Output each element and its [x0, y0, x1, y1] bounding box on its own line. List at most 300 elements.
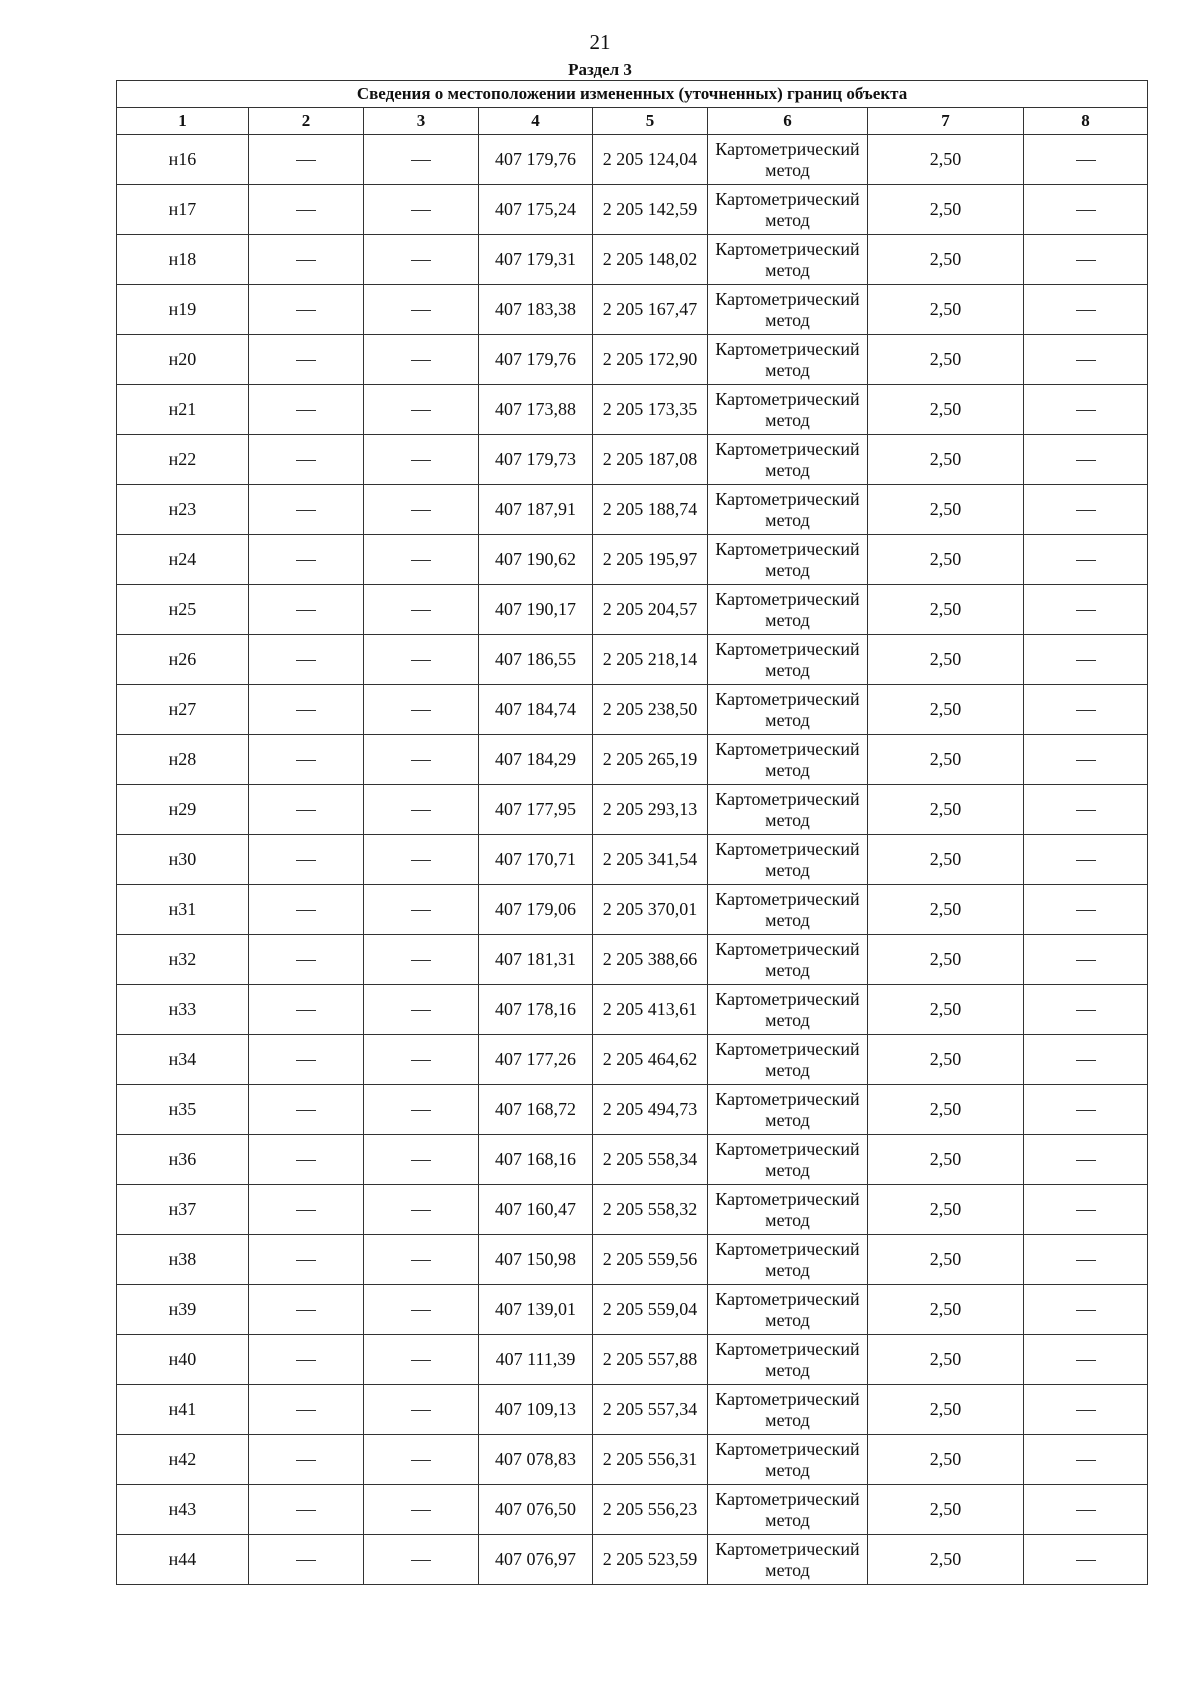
empty-cell — [1024, 635, 1148, 685]
dash-mark — [411, 1260, 431, 1261]
table-row — [117, 785, 1148, 835]
y-coordinate-cell: 2 205 557,34 — [593, 1385, 708, 1435]
point-id-cell: н17 — [117, 185, 249, 235]
dash-mark — [1076, 210, 1096, 211]
dash-mark — [411, 410, 431, 411]
empty-cell — [364, 335, 479, 385]
dash-mark — [411, 860, 431, 861]
dash-mark — [411, 1010, 431, 1011]
empty-cell — [364, 885, 479, 935]
point-id-cell: н40 — [117, 1335, 249, 1385]
empty-cell — [364, 285, 479, 335]
x-coordinate-cell: 407 179,73 — [479, 435, 593, 485]
empty-cell — [364, 1235, 479, 1285]
empty-cell — [364, 485, 479, 535]
dash-mark — [296, 460, 316, 461]
dash-mark — [411, 510, 431, 511]
table-row — [117, 535, 1148, 585]
y-coordinate-cell: 2 205 195,97 — [593, 535, 708, 585]
dash-mark — [411, 1060, 431, 1061]
table-row — [117, 885, 1148, 935]
method-cell: Картометрический метод — [708, 1435, 868, 1485]
y-coordinate-cell: 2 205 464,62 — [593, 1035, 708, 1085]
empty-cell — [249, 1235, 364, 1285]
x-coordinate-cell: 407 179,76 — [479, 335, 593, 385]
empty-cell — [364, 835, 479, 885]
accuracy-cell: 2,50 — [868, 335, 1024, 385]
table-row — [117, 735, 1148, 785]
table-row — [117, 335, 1148, 385]
x-coordinate-cell: 407 181,31 — [479, 935, 593, 985]
dash-mark — [296, 960, 316, 961]
empty-cell — [364, 1385, 479, 1435]
empty-cell — [1024, 585, 1148, 635]
point-id-cell: н32 — [117, 935, 249, 985]
table-row — [117, 1335, 1148, 1385]
point-id-cell: н23 — [117, 485, 249, 535]
empty-cell — [1024, 1185, 1148, 1235]
empty-cell — [1024, 1235, 1148, 1285]
method-cell: Картометрический метод — [708, 835, 868, 885]
x-coordinate-cell: 407 177,26 — [479, 1035, 593, 1085]
point-id-cell: н33 — [117, 985, 249, 1035]
method-cell: Картометрический метод — [708, 485, 868, 535]
empty-cell — [1024, 785, 1148, 835]
dash-mark — [1076, 860, 1096, 861]
x-coordinate-cell: 407 187,91 — [479, 485, 593, 535]
y-coordinate-cell: 2 205 388,66 — [593, 935, 708, 985]
empty-cell — [249, 435, 364, 485]
dash-mark — [411, 1510, 431, 1511]
method-cell: Картометрический метод — [708, 1235, 868, 1285]
y-coordinate-cell: 2 205 173,35 — [593, 385, 708, 435]
empty-cell — [1024, 735, 1148, 785]
dash-mark — [296, 160, 316, 161]
y-coordinate-cell: 2 205 187,08 — [593, 435, 708, 485]
dash-mark — [1076, 560, 1096, 561]
accuracy-cell: 2,50 — [868, 685, 1024, 735]
accuracy-cell: 2,50 — [868, 1035, 1024, 1085]
accuracy-cell: 2,50 — [868, 785, 1024, 835]
method-cell: Картометрический метод — [708, 1485, 868, 1535]
empty-cell — [249, 335, 364, 385]
x-coordinate-cell: 407 178,16 — [479, 985, 593, 1035]
dash-mark — [296, 660, 316, 661]
empty-cell — [364, 385, 479, 435]
dash-mark — [1076, 1260, 1096, 1261]
column-number: 1 — [117, 108, 249, 135]
dash-mark — [1076, 1310, 1096, 1311]
empty-cell — [1024, 1435, 1148, 1485]
point-id-cell: н25 — [117, 585, 249, 635]
dash-mark — [1076, 960, 1096, 961]
accuracy-cell: 2,50 — [868, 285, 1024, 335]
dash-mark — [296, 760, 316, 761]
dash-mark — [1076, 360, 1096, 361]
column-number-row — [117, 108, 1148, 135]
point-id-cell: н28 — [117, 735, 249, 785]
accuracy-cell: 2,50 — [868, 1135, 1024, 1185]
x-coordinate-cell: 407 076,97 — [479, 1535, 593, 1585]
method-cell: Картометрический метод — [708, 885, 868, 935]
dash-mark — [296, 410, 316, 411]
y-coordinate-cell: 2 205 370,01 — [593, 885, 708, 935]
dash-mark — [1076, 1160, 1096, 1161]
point-id-cell: н19 — [117, 285, 249, 335]
accuracy-cell: 2,50 — [868, 1185, 1024, 1235]
table-row — [117, 985, 1148, 1035]
empty-cell — [1024, 535, 1148, 585]
dash-mark — [296, 1310, 316, 1311]
dash-mark — [1076, 410, 1096, 411]
empty-cell — [364, 935, 479, 985]
dash-mark — [296, 1060, 316, 1061]
column-number: 3 — [364, 108, 479, 135]
empty-cell — [1024, 1085, 1148, 1135]
dash-mark — [411, 260, 431, 261]
y-coordinate-cell: 2 205 172,90 — [593, 335, 708, 385]
empty-cell — [249, 485, 364, 535]
x-coordinate-cell: 407 184,74 — [479, 685, 593, 735]
point-id-cell: н37 — [117, 1185, 249, 1235]
dash-mark — [411, 160, 431, 161]
accuracy-cell: 2,50 — [868, 935, 1024, 985]
column-number: 4 — [479, 108, 593, 135]
table-row — [117, 285, 1148, 335]
section-title: Раздел 3 — [568, 60, 632, 79]
dash-mark — [296, 1110, 316, 1111]
dash-mark — [296, 1510, 316, 1511]
table-body — [117, 135, 1148, 1585]
y-coordinate-cell: 2 205 148,02 — [593, 235, 708, 285]
empty-cell — [249, 885, 364, 935]
dash-mark — [411, 810, 431, 811]
accuracy-cell: 2,50 — [868, 735, 1024, 785]
point-id-cell: н18 — [117, 235, 249, 285]
column-number: 6 — [708, 108, 868, 135]
x-coordinate-cell: 407 183,38 — [479, 285, 593, 335]
column-number: 2 — [249, 108, 364, 135]
table-row — [117, 935, 1148, 985]
y-coordinate-cell: 2 205 558,34 — [593, 1135, 708, 1185]
y-coordinate-cell: 2 205 494,73 — [593, 1085, 708, 1135]
empty-cell — [364, 1435, 479, 1485]
empty-cell — [249, 1035, 364, 1085]
empty-cell — [364, 185, 479, 235]
accuracy-cell: 2,50 — [868, 185, 1024, 235]
dash-mark — [1076, 1410, 1096, 1411]
empty-cell — [1024, 135, 1148, 185]
method-cell: Картометрический метод — [708, 1335, 868, 1385]
x-coordinate-cell: 407 190,17 — [479, 585, 593, 635]
accuracy-cell: 2,50 — [868, 1335, 1024, 1385]
point-id-cell: н41 — [117, 1385, 249, 1435]
dash-mark — [411, 710, 431, 711]
dash-mark — [296, 360, 316, 361]
x-coordinate-cell: 407 168,16 — [479, 1135, 593, 1185]
empty-cell — [249, 935, 364, 985]
table-row — [117, 1485, 1148, 1535]
empty-cell — [249, 585, 364, 635]
empty-cell — [1024, 1535, 1148, 1585]
x-coordinate-cell: 407 173,88 — [479, 385, 593, 435]
dash-mark — [296, 1160, 316, 1161]
table-row — [117, 185, 1148, 235]
accuracy-cell: 2,50 — [868, 635, 1024, 685]
x-coordinate-cell: 407 078,83 — [479, 1435, 593, 1485]
empty-cell — [364, 585, 479, 635]
empty-cell — [249, 1085, 364, 1135]
table-row — [117, 1535, 1148, 1585]
empty-cell — [364, 685, 479, 735]
method-cell: Картометрический метод — [708, 935, 868, 985]
dash-mark — [296, 560, 316, 561]
empty-cell — [1024, 1135, 1148, 1185]
point-id-cell: н42 — [117, 1435, 249, 1485]
dash-mark — [296, 610, 316, 611]
empty-cell — [1024, 935, 1148, 985]
empty-cell — [249, 835, 364, 885]
y-coordinate-cell: 2 205 559,56 — [593, 1235, 708, 1285]
x-coordinate-cell: 407 175,24 — [479, 185, 593, 235]
dash-mark — [411, 660, 431, 661]
y-coordinate-cell: 2 205 265,19 — [593, 735, 708, 785]
x-coordinate-cell: 407 111,39 — [479, 1335, 593, 1385]
empty-cell — [1024, 235, 1148, 285]
dash-mark — [1076, 1510, 1096, 1511]
empty-cell — [364, 1085, 479, 1135]
dash-mark — [1076, 610, 1096, 611]
dash-mark — [296, 1360, 316, 1361]
point-id-cell: н29 — [117, 785, 249, 835]
table-row — [117, 235, 1148, 285]
empty-cell — [249, 735, 364, 785]
accuracy-cell: 2,50 — [868, 985, 1024, 1035]
empty-cell — [364, 1485, 479, 1535]
dash-mark — [411, 1460, 431, 1461]
method-cell: Картометрический метод — [708, 635, 868, 685]
dash-mark — [411, 610, 431, 611]
x-coordinate-cell: 407 139,01 — [479, 1285, 593, 1335]
dash-mark — [296, 310, 316, 311]
point-id-cell: н24 — [117, 535, 249, 585]
point-id-cell: н44 — [117, 1535, 249, 1585]
point-id-cell: н20 — [117, 335, 249, 385]
column-number: 7 — [868, 108, 1024, 135]
page-number: 21 — [589, 30, 611, 54]
dash-mark — [411, 1410, 431, 1411]
dash-mark — [411, 210, 431, 211]
dash-mark — [1076, 660, 1096, 661]
dash-mark — [296, 510, 316, 511]
dash-mark — [296, 810, 316, 811]
table-row — [117, 1285, 1148, 1335]
dash-mark — [1076, 710, 1096, 711]
table-row — [117, 1085, 1148, 1135]
empty-cell — [1024, 1385, 1148, 1435]
table-row — [117, 1035, 1148, 1085]
dash-mark — [1076, 1010, 1096, 1011]
table-row — [117, 435, 1148, 485]
dash-mark — [296, 1010, 316, 1011]
empty-cell — [364, 535, 479, 585]
table-row — [117, 1435, 1148, 1485]
point-id-cell: н16 — [117, 135, 249, 185]
accuracy-cell: 2,50 — [868, 135, 1024, 185]
y-coordinate-cell: 2 205 238,50 — [593, 685, 708, 735]
table-row — [117, 385, 1148, 435]
empty-cell — [249, 1385, 364, 1435]
y-coordinate-cell: 2 205 556,23 — [593, 1485, 708, 1535]
empty-cell — [1024, 885, 1148, 935]
point-id-cell: н22 — [117, 435, 249, 485]
y-coordinate-cell: 2 205 557,88 — [593, 1335, 708, 1385]
column-number: 8 — [1024, 108, 1148, 135]
empty-cell — [364, 1185, 479, 1235]
empty-cell — [249, 635, 364, 685]
dash-mark — [1076, 910, 1096, 911]
dash-mark — [411, 960, 431, 961]
y-coordinate-cell: 2 205 167,47 — [593, 285, 708, 335]
method-cell: Картометрический метод — [708, 335, 868, 385]
dash-mark — [1076, 260, 1096, 261]
y-coordinate-cell: 2 205 341,54 — [593, 835, 708, 885]
method-cell: Картометрический метод — [708, 435, 868, 485]
table-row — [117, 1185, 1148, 1235]
table-row — [117, 685, 1148, 735]
accuracy-cell: 2,50 — [868, 1535, 1024, 1585]
x-coordinate-cell: 407 184,29 — [479, 735, 593, 785]
x-coordinate-cell: 407 160,47 — [479, 1185, 593, 1235]
dash-mark — [1076, 1060, 1096, 1061]
method-cell: Картометрический метод — [708, 535, 868, 585]
dash-mark — [411, 560, 431, 561]
empty-cell — [364, 735, 479, 785]
empty-cell — [249, 1335, 364, 1385]
dash-mark — [1076, 1460, 1096, 1461]
method-cell: Картометрический метод — [708, 285, 868, 335]
point-id-cell: н27 — [117, 685, 249, 735]
empty-cell — [364, 1285, 479, 1335]
x-coordinate-cell: 407 179,76 — [479, 135, 593, 185]
point-id-cell: н26 — [117, 635, 249, 685]
dash-mark — [1076, 760, 1096, 761]
dash-mark — [1076, 310, 1096, 311]
empty-cell — [1024, 485, 1148, 535]
x-coordinate-cell: 407 179,06 — [479, 885, 593, 935]
dash-mark — [411, 310, 431, 311]
dash-mark — [411, 910, 431, 911]
empty-cell — [249, 1285, 364, 1335]
accuracy-cell: 2,50 — [868, 235, 1024, 285]
table-row — [117, 485, 1148, 535]
table-row — [117, 1135, 1148, 1185]
point-id-cell: н21 — [117, 385, 249, 435]
method-cell: Картометрический метод — [708, 1535, 868, 1585]
point-id-cell: н38 — [117, 1235, 249, 1285]
dash-mark — [296, 210, 316, 211]
y-coordinate-cell: 2 205 204,57 — [593, 585, 708, 635]
dash-mark — [1076, 1560, 1096, 1561]
dash-mark — [296, 710, 316, 711]
table-row — [117, 1385, 1148, 1435]
dash-mark — [296, 910, 316, 911]
dash-mark — [296, 1560, 316, 1561]
empty-cell — [249, 535, 364, 585]
accuracy-cell: 2,50 — [868, 1485, 1024, 1535]
y-coordinate-cell: 2 205 413,61 — [593, 985, 708, 1035]
dash-mark — [1076, 160, 1096, 161]
empty-cell — [364, 1535, 479, 1585]
empty-cell — [249, 1185, 364, 1235]
point-id-cell: н34 — [117, 1035, 249, 1085]
y-coordinate-cell: 2 205 559,04 — [593, 1285, 708, 1335]
point-id-cell: н43 — [117, 1485, 249, 1535]
empty-cell — [249, 1535, 364, 1585]
accuracy-cell: 2,50 — [868, 835, 1024, 885]
method-cell: Картометрический метод — [708, 1035, 868, 1085]
accuracy-cell: 2,50 — [868, 1085, 1024, 1135]
method-cell: Картометрический метод — [708, 1385, 868, 1435]
x-coordinate-cell: 407 168,72 — [479, 1085, 593, 1135]
empty-cell — [364, 1335, 479, 1385]
empty-cell — [249, 1135, 364, 1185]
empty-cell — [249, 285, 364, 335]
dash-mark — [411, 1560, 431, 1561]
empty-cell — [1024, 435, 1148, 485]
accuracy-cell: 2,50 — [868, 1285, 1024, 1335]
dash-mark — [411, 1360, 431, 1361]
accuracy-cell: 2,50 — [868, 1385, 1024, 1435]
empty-cell — [249, 235, 364, 285]
x-coordinate-cell: 407 076,50 — [479, 1485, 593, 1535]
empty-cell — [249, 185, 364, 235]
dash-mark — [411, 360, 431, 361]
y-coordinate-cell: 2 205 293,13 — [593, 785, 708, 835]
method-cell: Картометрический метод — [708, 685, 868, 735]
empty-cell — [364, 235, 479, 285]
x-coordinate-cell: 407 150,98 — [479, 1235, 593, 1285]
x-coordinate-cell: 407 170,71 — [479, 835, 593, 885]
dash-mark — [296, 1260, 316, 1261]
dash-mark — [1076, 810, 1096, 811]
coordinates-table — [116, 80, 1148, 1585]
column-number: 5 — [593, 108, 708, 135]
dash-mark — [411, 1210, 431, 1211]
method-cell: Картометрический метод — [708, 1135, 868, 1185]
y-coordinate-cell: 2 205 556,31 — [593, 1435, 708, 1485]
empty-cell — [364, 635, 479, 685]
y-coordinate-cell: 2 205 218,14 — [593, 635, 708, 685]
empty-cell — [249, 385, 364, 435]
x-coordinate-cell: 407 109,13 — [479, 1385, 593, 1435]
dash-mark — [1076, 460, 1096, 461]
dash-mark — [296, 860, 316, 861]
y-coordinate-cell: 2 205 142,59 — [593, 185, 708, 235]
table-row — [117, 585, 1148, 635]
empty-cell — [1024, 1485, 1148, 1535]
y-coordinate-cell: 2 205 188,74 — [593, 485, 708, 535]
table-row — [117, 635, 1148, 685]
y-coordinate-cell: 2 205 523,59 — [593, 1535, 708, 1585]
point-id-cell: н30 — [117, 835, 249, 885]
method-cell: Картометрический метод — [708, 785, 868, 835]
accuracy-cell: 2,50 — [868, 885, 1024, 935]
method-cell: Картометрический метод — [708, 385, 868, 435]
method-cell: Картометрический метод — [708, 1285, 868, 1335]
dash-mark — [411, 460, 431, 461]
dash-mark — [1076, 1360, 1096, 1361]
